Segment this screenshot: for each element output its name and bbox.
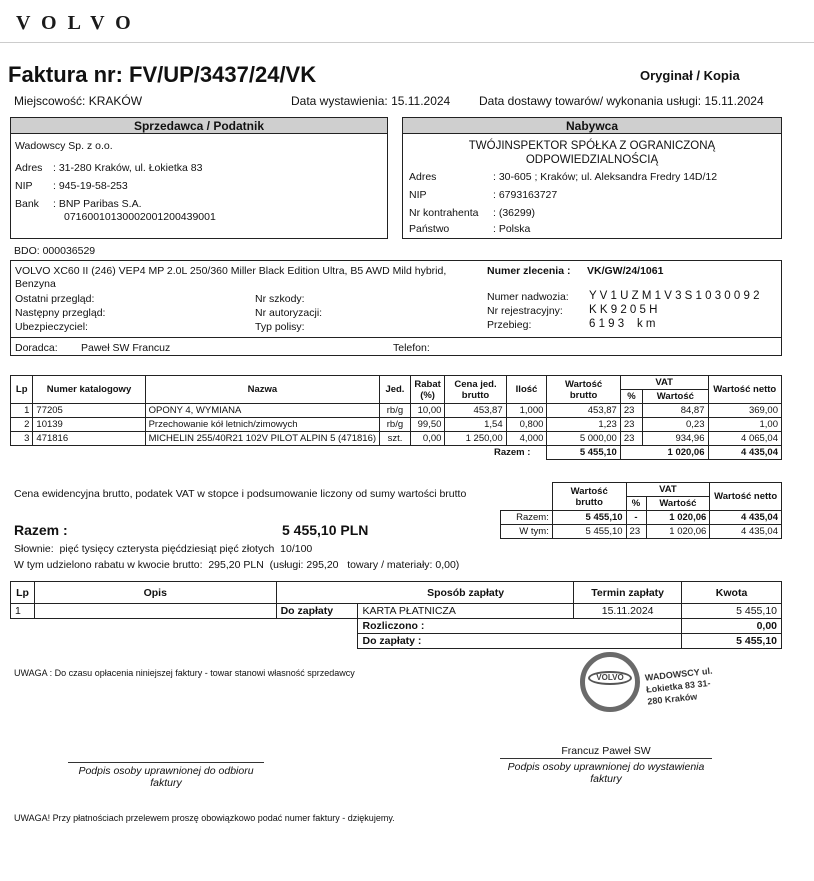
sum-row1-vat: 1 020,06 bbox=[646, 511, 710, 525]
settled-label: Rozliczono : bbox=[358, 619, 682, 634]
pay-col-due: Termin zapłaty bbox=[574, 582, 682, 604]
buyer-address-label: Adres bbox=[409, 171, 437, 183]
issuer-name: Francuz Paweł SW bbox=[561, 745, 651, 757]
mileage-value: 6 1 9 3 k m bbox=[589, 318, 656, 330]
sum-row2-vat: 1 020,06 bbox=[646, 525, 710, 539]
buyer-box bbox=[402, 117, 782, 239]
sum-col-net: Wartość netto bbox=[710, 483, 782, 511]
seller-address: : 31-280 Kraków, ul. Łokietka 83 bbox=[53, 162, 203, 174]
col-vat-pct: % bbox=[620, 390, 642, 404]
col-name: Nazwa bbox=[145, 376, 380, 404]
seller-box bbox=[10, 117, 388, 239]
place-line bbox=[14, 94, 142, 108]
col-qty: Ilość bbox=[506, 376, 547, 404]
pay-method: KARTA PŁATNICZA bbox=[358, 604, 574, 619]
issue-date-value: 15.11.2024 bbox=[391, 94, 451, 108]
table-row bbox=[11, 404, 782, 418]
seller-bank-label: Bank bbox=[15, 198, 39, 210]
col-discount: Rabat (%) bbox=[410, 376, 445, 404]
sum-row1-net: 4 435,04 bbox=[710, 511, 782, 525]
row-unit-price: 453,87 bbox=[445, 404, 506, 418]
row-discount: 99,50 bbox=[410, 418, 445, 432]
words-value: pięć tysięcy czterysta pięćdziesiąt pięć złotych 10/100 bbox=[59, 543, 313, 555]
row-net: 369,00 bbox=[708, 404, 782, 418]
total-gross: 5 455,10 bbox=[547, 446, 620, 460]
vehicle-box bbox=[10, 260, 782, 356]
razem-value: 5 455,10 PLN bbox=[282, 522, 369, 538]
receiver-signature-caption: Podpis osoby uprawnionej do odbioru faktury bbox=[78, 765, 254, 789]
row-vat-value: 0,23 bbox=[643, 418, 708, 432]
row-name: MICHELIN 255/40R21 102V PILOT ALPIN 5 (471816) bbox=[145, 432, 380, 446]
buyer-name-1: TWÓJINSPEKTOR SPÓŁKA Z OGRANICZONĄ bbox=[468, 140, 716, 152]
mileage-label: Przebieg: bbox=[487, 319, 532, 331]
buyer-contractor: : (36299) bbox=[493, 207, 536, 219]
vin-value: Y V 1 U Z M 1 V 3 S 1 0 3 0 0 9 2 bbox=[589, 290, 760, 302]
volvo-stamp-emblem: VOLVO bbox=[588, 671, 632, 685]
receiver-signature-line bbox=[68, 762, 264, 763]
row-lp: 2 bbox=[11, 418, 33, 432]
buyer-contractor-label: Nr kontrahenta bbox=[409, 207, 479, 219]
row-net: 4 065,04 bbox=[708, 432, 782, 446]
vin-label: Numer nadwozia: bbox=[487, 291, 569, 303]
col-vat: VAT bbox=[620, 376, 708, 390]
settled-value: 0,00 bbox=[682, 619, 782, 634]
row-qty: 4,000 bbox=[506, 432, 547, 446]
sum-col-gross: Wartość brutto bbox=[552, 483, 626, 511]
payment-row bbox=[11, 604, 782, 619]
pay-col-gap bbox=[276, 582, 358, 604]
row-name: OPONY 4, WYMIANA bbox=[145, 404, 380, 418]
sum-col-pct: % bbox=[626, 497, 646, 511]
total-label: Razem : bbox=[11, 446, 547, 460]
buyer-nip-label: NIP bbox=[409, 189, 427, 201]
auth-no-label: Nr autoryzacji: bbox=[255, 307, 323, 319]
issuer-signature-line bbox=[500, 758, 712, 759]
insurer-label: Ubezpieczyciel: bbox=[15, 321, 88, 333]
vehicle-divider bbox=[11, 337, 781, 338]
row-vat-pct: 23 bbox=[620, 418, 642, 432]
issue-date-label: Data wystawienia: bbox=[291, 94, 388, 108]
to-pay-total-value: 5 455,10 bbox=[682, 634, 782, 649]
row-unit-price: 1,54 bbox=[445, 418, 506, 432]
row-catalog: 10139 bbox=[33, 418, 145, 432]
razem-label: Razem : bbox=[14, 522, 68, 538]
bdo-number: BDO: 000036529 bbox=[14, 245, 96, 257]
col-unit-price: Cena jed. brutto bbox=[445, 376, 506, 404]
sum-row2-label: W tym: bbox=[501, 525, 553, 539]
sum-row2-pct: 23 bbox=[626, 525, 646, 539]
sum-row1-gross: 5 455,10 bbox=[552, 511, 626, 525]
pay-to-pay-label: Do zapłaty bbox=[276, 604, 358, 619]
row-discount: 0,00 bbox=[410, 432, 445, 446]
sum-row2-net: 4 435,04 bbox=[710, 525, 782, 539]
phone-label: Telefon: bbox=[393, 342, 430, 354]
row-unit: rb/g bbox=[380, 404, 411, 418]
pay-amount: 5 455,10 bbox=[682, 604, 782, 619]
row-discount: 10,00 bbox=[410, 404, 445, 418]
col-gross: Wartość brutto bbox=[547, 376, 620, 404]
buyer-country-label: Państwo bbox=[409, 223, 450, 235]
row-lp: 1 bbox=[11, 404, 33, 418]
items-table bbox=[10, 375, 782, 460]
row-unit-price: 1 250,00 bbox=[445, 432, 506, 446]
pay-lp: 1 bbox=[11, 604, 35, 619]
pay-col-amount: Kwota bbox=[682, 582, 782, 604]
place-value: KRAKÓW bbox=[88, 94, 143, 108]
col-net: Wartość netto bbox=[708, 376, 782, 404]
to-pay-row bbox=[11, 634, 782, 649]
row-unit: szt. bbox=[380, 432, 411, 446]
reg-label: Nr rejestracyjny: bbox=[487, 305, 563, 317]
seller-nip-label: NIP bbox=[15, 180, 33, 192]
row-vat-value: 934,96 bbox=[643, 432, 708, 446]
pay-col-desc: Opis bbox=[34, 582, 276, 604]
to-pay-total-label: Do zapłaty : bbox=[358, 634, 682, 649]
row-unit: rb/g bbox=[380, 418, 411, 432]
buyer-country: : Polska bbox=[493, 223, 531, 235]
total-vat: 1 020,06 bbox=[620, 446, 708, 460]
header-rule bbox=[0, 42, 814, 43]
vat-summary-table bbox=[500, 482, 782, 539]
payment-table bbox=[10, 581, 782, 649]
pay-desc bbox=[34, 604, 276, 619]
col-lp: Lp bbox=[11, 376, 33, 404]
sum-row1-label: Razem: bbox=[501, 511, 553, 525]
stamp-text: WADOWSCY ul. Łokietka 83 31-280 Kraków bbox=[644, 665, 713, 707]
discount-line: W tym udzielono rabatu w kwocie brutto: 295,20 PLN (usługi: 295,20 towary / materiały: 0,00) bbox=[14, 559, 460, 571]
row-catalog: 471816 bbox=[33, 432, 145, 446]
buyer-header: Nabywca bbox=[403, 118, 781, 134]
buyer-address: : 30-605 ; Kraków; ul. Aleksandra Fredry 14D/12 bbox=[493, 171, 718, 183]
table-row bbox=[11, 418, 782, 432]
delivery-date-value: 15.11.2024 bbox=[704, 94, 764, 108]
sum-row2-gross: 5 455,10 bbox=[552, 525, 626, 539]
order-label: Numer zlecenia : bbox=[487, 265, 571, 277]
seller-name: Wadowscy Sp. z o.o. bbox=[15, 140, 113, 152]
row-vat-pct: 23 bbox=[620, 432, 642, 446]
delivery-date-label: Data dostawy towarów/ wykonania usługi: bbox=[479, 94, 702, 108]
row-catalog: 77205 bbox=[33, 404, 145, 418]
sum-blank bbox=[501, 483, 553, 511]
vehicle-fuel: Benzyna bbox=[15, 278, 56, 290]
total-net: 4 435,04 bbox=[708, 446, 782, 460]
pay-col-method: Sposób zapłaty bbox=[358, 582, 574, 604]
vehicle-description: VOLVO XC60 II (246) VEP4 MP 2.0L 250/360 Miller Black Edition Ultra, B5 AWD Mild hybrid, bbox=[15, 265, 447, 277]
table-total-row bbox=[11, 446, 782, 460]
seller-bank: : BNP Paribas S.A. bbox=[53, 198, 142, 210]
sum-row1-pct: - bbox=[626, 511, 646, 525]
notice-ownership: UWAGA : Do czasu opłacenia niniejszej faktury - towar stanowi własność sprzedawcy bbox=[14, 668, 355, 678]
original-copy-label: Oryginał / Kopia bbox=[640, 68, 740, 83]
last-check-label: Ostatni przegląd: bbox=[15, 293, 95, 305]
settled-row bbox=[11, 619, 782, 634]
issuer-signature-caption: Podpis osoby uprawnionej do wystawienia faktury bbox=[507, 761, 705, 785]
col-unit: Jed. bbox=[380, 376, 411, 404]
pay-blank bbox=[11, 619, 358, 634]
order-number: VK/GW/24/1061 bbox=[587, 265, 664, 277]
sum-row-breakdown bbox=[501, 525, 782, 539]
row-qty: 0,800 bbox=[506, 418, 547, 432]
table-row bbox=[11, 432, 782, 446]
buyer-nip: : 6793163727 bbox=[493, 189, 558, 201]
pay-blank bbox=[11, 634, 358, 649]
next-check-label: Następny przegląd: bbox=[15, 307, 106, 319]
pay-col-lp: Lp bbox=[11, 582, 35, 604]
advisor-name: Paweł SW Francuz bbox=[81, 342, 171, 354]
col-catalog: Numer katalogowy bbox=[33, 376, 145, 404]
seller-address-label: Adres bbox=[15, 162, 43, 174]
row-qty: 1,000 bbox=[506, 404, 547, 418]
place-label: Miejscowość: bbox=[14, 94, 86, 108]
advisor-label: Doradca: bbox=[15, 342, 58, 354]
price-note: Cena ewidencyjna brutto, podatek VAT w stopce i podsumowanie liczony od sumy wartości brutto bbox=[14, 488, 467, 500]
issue-date-line bbox=[291, 94, 450, 108]
invoice-title: Faktura nr: FV/UP/3437/24/VK bbox=[8, 62, 317, 87]
words-label: Słownie: bbox=[14, 543, 54, 555]
seller-account: 07160010130002001200439001 bbox=[64, 211, 216, 223]
seller-header: Sprzedawca / Podatnik bbox=[11, 118, 387, 134]
notice-transfer: UWAGA! Przy płatnościach przelewem proszę obowiązkowo podać numer faktury - dziękujemy. bbox=[14, 813, 395, 823]
delivery-date-line bbox=[479, 94, 764, 108]
row-net: 1,00 bbox=[708, 418, 782, 432]
policy-type-label: Typ polisy: bbox=[255, 321, 305, 333]
sum-col-vat: VAT bbox=[626, 483, 710, 497]
row-gross: 5 000,00 bbox=[547, 432, 620, 446]
sum-row-total bbox=[501, 511, 782, 525]
sum-col-vat-value: Wartość bbox=[646, 497, 710, 511]
pay-due: 15.11.2024 bbox=[574, 604, 682, 619]
damage-no-label: Nr szkody: bbox=[255, 293, 305, 305]
col-vat-value: Wartość bbox=[643, 390, 708, 404]
words-line bbox=[14, 543, 312, 555]
reg-value: K K 9 2 0 5 H bbox=[589, 304, 658, 316]
row-name: Przechowanie kół letnich/zimowych bbox=[145, 418, 380, 432]
row-gross: 453,87 bbox=[547, 404, 620, 418]
seller-nip: : 945-19-58-253 bbox=[53, 180, 128, 192]
row-lp: 3 bbox=[11, 432, 33, 446]
row-gross: 1,23 bbox=[547, 418, 620, 432]
row-vat-value: 84,87 bbox=[643, 404, 708, 418]
volvo-logo: VOLVO bbox=[16, 12, 142, 34]
row-vat-pct: 23 bbox=[620, 404, 642, 418]
buyer-name-2: ODPOWIEDZIALNOŚCIĄ bbox=[525, 154, 659, 166]
